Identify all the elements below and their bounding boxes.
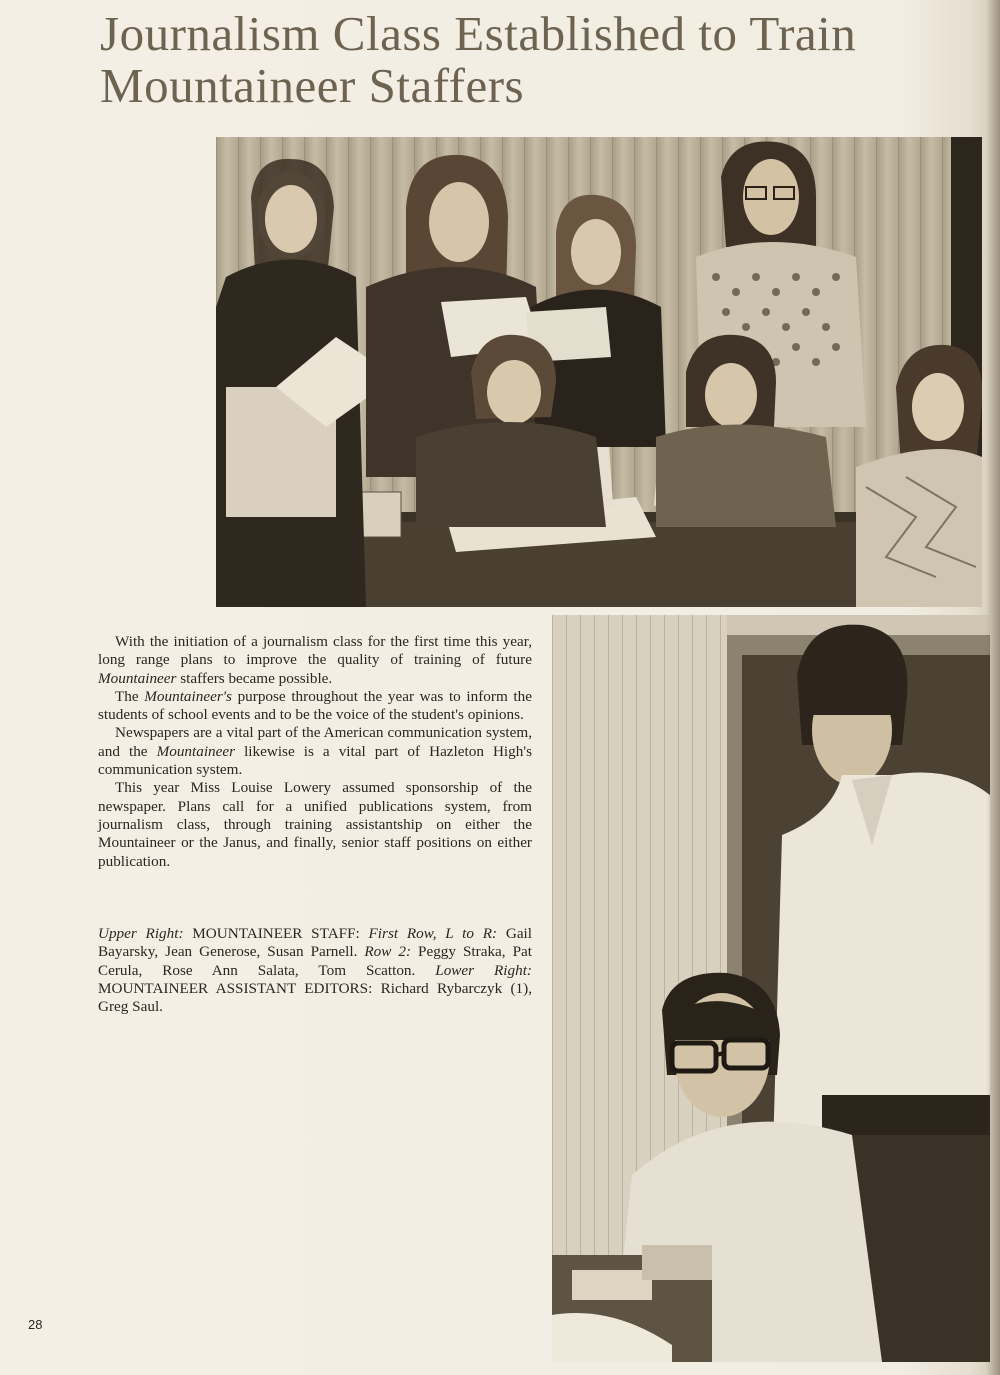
caption-lower-label: Lower Right: [435,961,532,979]
page-number: 28 [28,1317,43,1332]
article-body [98,633,532,871]
title-line-2: Mountaineer Staffers [100,58,525,113]
caption-row2-names: Peggy Straka, Pat Cerula, Rose Ann Salata, Tom Scatton. [98,943,532,979]
p1-text-b: staffers became possible. [176,669,333,687]
caption-upper-label: Upper Right: [98,925,184,942]
caption-row1-names: Gail Bayarsky, Jean Generose, Susan Parnell. [98,925,532,961]
assistant-editors-photo [552,615,990,1362]
paragraph-1 [98,633,532,688]
p2-text-b: purpose throughout the year was to inform the students of school events and to be the voice of the student's opinions. [98,687,532,724]
caption-row1-label: First Row, L to R: [368,925,498,942]
title-line-1: Journalism Class Established to Train [100,6,857,61]
p3-text-a: Newspapers are a vital part of the American communication system, and the [98,724,532,760]
caption-upper-title: MOUNTAINEER STAFF: [183,925,369,942]
paragraph-4: This year Miss Louise Lowery assumed sponsorship of the newspaper. Plans call for a unified publications system, from journalism class, through training assistantship on either the Mountaineer or the Janus, and finally, senior staff positions on either publication. [98,779,532,870]
photo-caption [98,925,532,1016]
page-gutter-shadow [986,0,1000,1375]
caption-row2-label: Row 2: [364,943,412,961]
p1-emphasis: Mountaineer [98,669,177,687]
p3-emphasis: Mountaineer [156,742,236,760]
p2-emphasis: Mountaineer's [144,687,232,705]
paragraph-3 [98,724,532,779]
p2-text-a: The [115,687,145,705]
p3-text-b: likewise is a vital part of Hazleton High's communication system. [98,742,532,779]
caption-text [98,925,532,1016]
staff-group-photo [216,137,982,607]
p1-text-a: With the initiation of a journalism class for the first time this year, long range plans to improve the quality of training of future [98,633,532,669]
caption-lower-title: MOUNTAINEER ASSISTANT EDITORS: Richard Rybarczyk (1), Greg Saul. [98,979,532,1016]
page-title [100,8,980,112]
paragraph-2 [98,688,532,725]
